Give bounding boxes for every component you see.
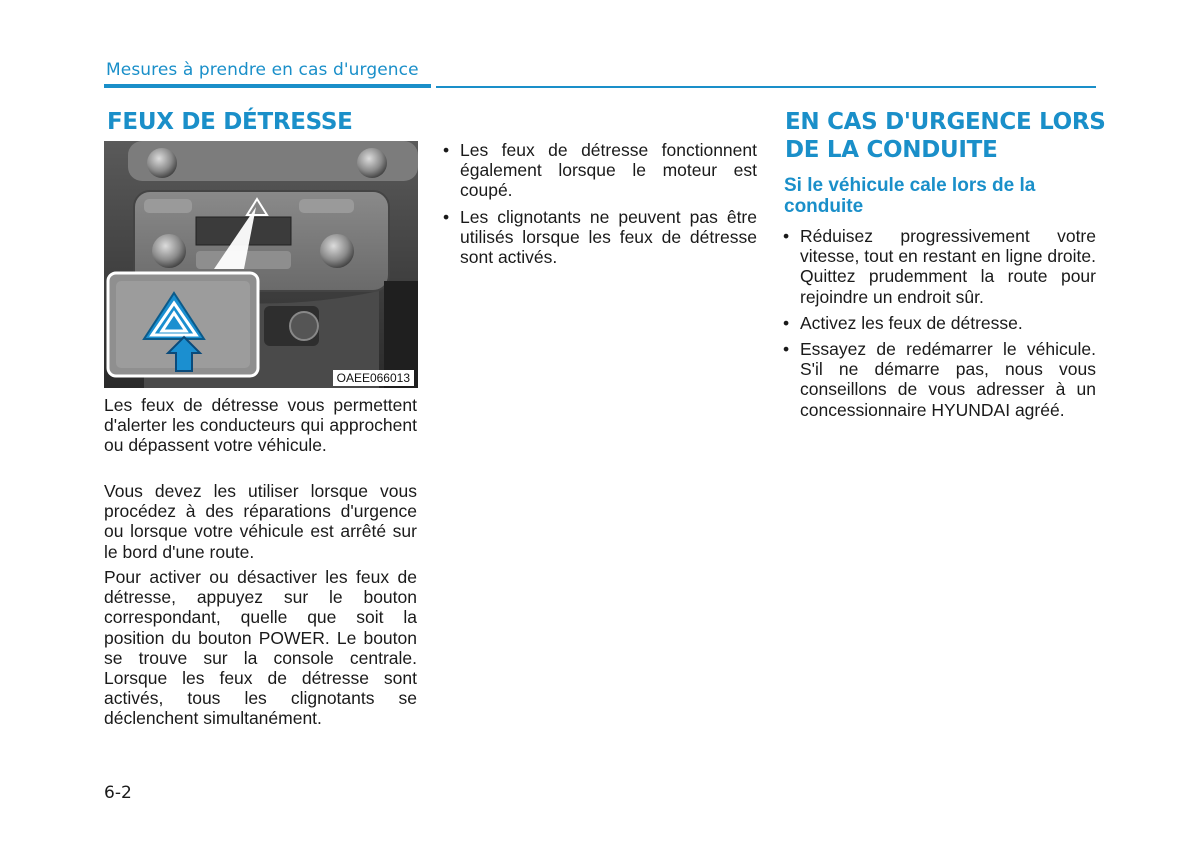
list-item — [783, 339, 1096, 420]
hazard-button-figure — [104, 141, 418, 388]
bullet-icon: • — [443, 206, 450, 227]
section-title-driving-emergency-line1: EN CAS D'URGENCE LORS — [785, 109, 1106, 135]
list-item — [443, 207, 757, 268]
list-item — [783, 313, 1096, 333]
header-rule-left — [104, 84, 431, 88]
bullet-text: Les feux de détresse fonctionnent également lorsque le moteur est coupé. — [460, 140, 757, 201]
right-bullet-list — [783, 226, 1096, 420]
bullet-text: Réduisez progressivement votre vitesse, tout en restant en ligne droite. Quittez prudemment la route pour rejoindre un endroit sûr. — [800, 226, 1096, 307]
middle-bullet-list — [443, 140, 757, 267]
page-number: 6-2 — [104, 783, 132, 803]
section-title-driving-emergency-line2: DE LA CONDUITE — [785, 137, 998, 163]
header-rule-right — [436, 86, 1096, 88]
figure-caption: OAEE066013 — [333, 370, 414, 386]
bullet-text: Essayez de redémarrer le véhicule. S'il ne démarre pas, nous vous conseillons de vous adresser à un concessionnaire HYUNDAI agréé. — [800, 339, 1096, 420]
paragraph-intro: Les feux de détresse vous permettent d'alerter les conducteurs qui approchent ou dépassent votre véhicule. — [104, 395, 417, 456]
section-title-hazard-lights: FEUX DE DÉTRESSE — [107, 109, 353, 135]
subsection-title-line2: conduite — [784, 196, 864, 217]
paragraph-activation: Pour activer ou désactiver les feux de détresse, appuyez sur le bouton correspondant, quelle que soit la position du bouton POWER. Le bouton se trouve sur la console centrale. Lorsque les feux de détresse sont activés, tous les clignotants se déclenchent simultanément. — [104, 567, 417, 729]
bullet-text: Activez les feux de détresse. — [800, 312, 1023, 333]
list-item — [443, 140, 757, 201]
bullet-text: Les clignotants ne peuvent pas être utilisés lorsque les feux de détresse sont activés. — [460, 206, 757, 268]
dashboard-illustration — [104, 141, 418, 388]
bullet-icon: • — [783, 339, 790, 360]
bullet-icon: • — [783, 312, 790, 333]
list-item — [783, 226, 1096, 307]
running-head: Mesures à prendre en cas d'urgence — [106, 60, 419, 80]
subsection-title-line1: Si le véhicule cale lors de la — [784, 175, 1036, 196]
bullet-icon: • — [783, 226, 790, 246]
bullet-icon: • — [443, 140, 450, 160]
paragraph-usage: Vous devez les utiliser lorsque vous procédez à des réparations d'urgence ou lorsque votre véhicule est arrêté sur le bord d'une route. — [104, 481, 417, 562]
